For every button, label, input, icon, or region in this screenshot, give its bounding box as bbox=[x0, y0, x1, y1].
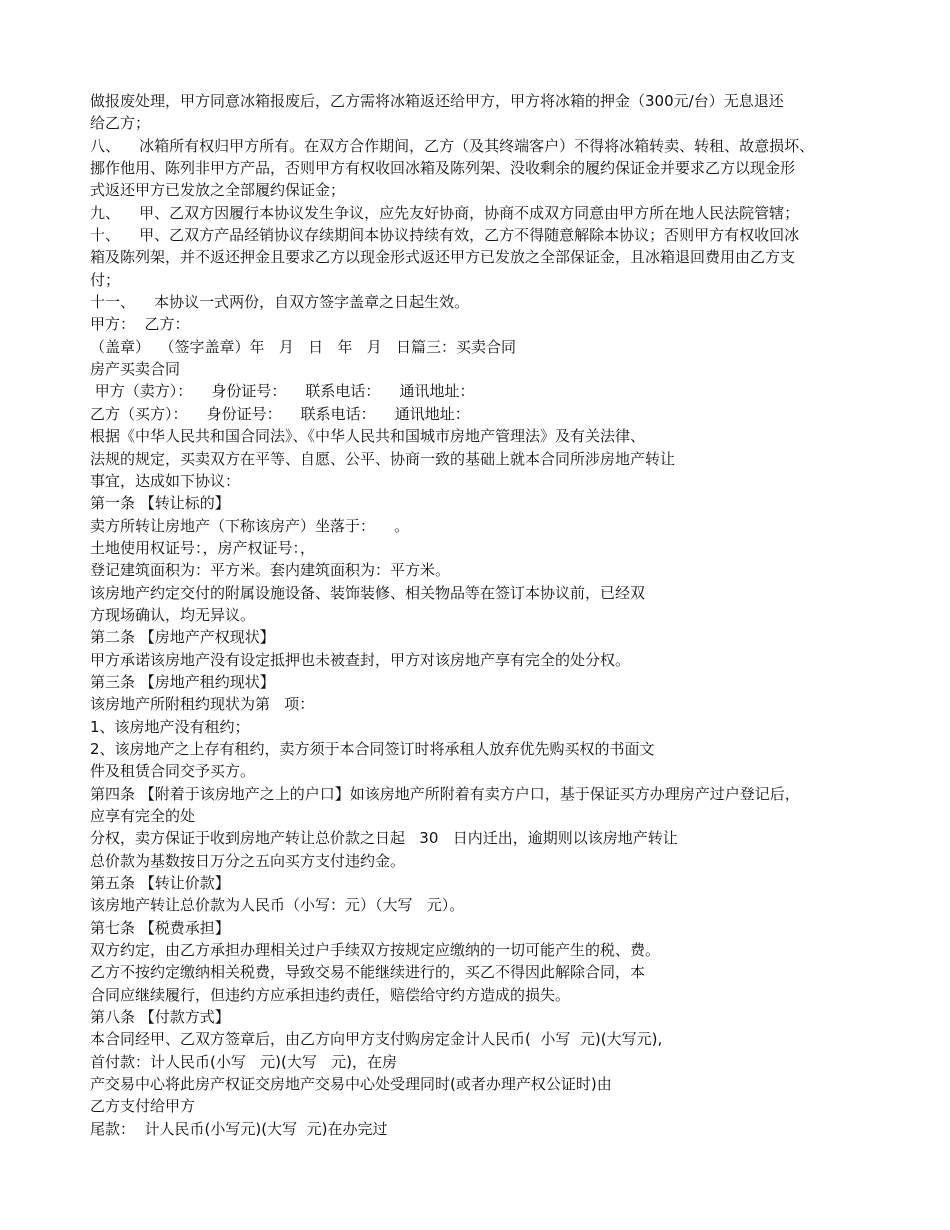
document-line: 应享有完全的处 bbox=[90, 807, 196, 825]
document-line: 乙方不按约定缴纳相关税费，导致交易不能继续进行的，买乙不得因此解除合同，本 bbox=[90, 963, 646, 982]
document-body bbox=[90, 90, 880, 1140]
document-line: 房产买卖合同 bbox=[90, 360, 181, 379]
document-line: 合同应继续履行，但违约方应承担违约责任，赔偿给守约方造成的损失。 bbox=[90, 985, 571, 1004]
document-line: 产交易中心将此房产权证交房地产交易中心处受理同时(或者办理产权公证时)由 bbox=[90, 1075, 612, 1094]
document-line: 2、该房地产之上存有租约，卖方须于本合同签订时将承租人放弃优先购买权的书面文 bbox=[90, 739, 655, 758]
document-line: 付； bbox=[90, 270, 121, 289]
document-line: 甲方（卖方）： 身份证号： 联系电话： 通讯地址： bbox=[90, 382, 475, 401]
document-line: 该房地产所附租约现状为第 项： bbox=[90, 695, 315, 714]
document-line: 乙方（买方）： 身份证号： 联系电话： 通讯地址： bbox=[90, 404, 470, 423]
document-line: 给乙方； bbox=[90, 114, 151, 133]
document-line: 总价款为基数按日万分之五向买方支付违约金。 bbox=[90, 851, 406, 870]
document-line: 双方约定，由乙方承担办理相关过户手续双方按规定应缴纳的一切可能产生的税、费。 bbox=[90, 941, 661, 960]
document-line: 甲方承诺该房地产没有设定抵押也未被查封，甲方对该房地产享有完全的处分权。 bbox=[90, 650, 631, 669]
document-line: 九、 甲、乙双方因履行本协议发生争议，应先友好协商，协商不成双方同意由甲方所在地人民法院管辖； bbox=[90, 203, 800, 222]
document-line: 挪作他用、陈列非甲方产品，否则甲方有权收回冰箱及陈列架、没收剩余的履约保证金并要求乙方以现金形 bbox=[90, 159, 796, 178]
document-line: 第八条 【付款方式】 bbox=[90, 1008, 230, 1027]
document-line: 法规的规定，买卖双方在平等、自愿、公平、协商一致的基础上就本合同所涉房地产转让 bbox=[90, 449, 676, 468]
document-line: 第七条 【税费承担】 bbox=[90, 918, 230, 937]
document-line: （盖章） （签字盖章）年 月 日 年 月 日篇三：买卖合同 bbox=[90, 337, 517, 356]
document-line: 乙方支付给甲方 bbox=[90, 1097, 196, 1116]
document-line: 尾款： 计人民币(小写元)(大写 元)在办完过 bbox=[90, 1119, 388, 1138]
document-line: 卖方所转让房地产（下称该房产）坐落于： 。 bbox=[90, 516, 410, 535]
document-line: 该房地产约定交付的附属设施设备、装饰装修、相关物品等在签订本协议前，已经双 bbox=[90, 583, 646, 602]
document-line: 第四条 【附着于该房地产之上的户口】如该房地产所附着有卖方户口，基于保证买方办理房产过户登记后， bbox=[90, 784, 800, 803]
document-line: 十一、 本协议一式两份，自双方签字盖章之日起生效。 bbox=[90, 293, 470, 312]
document-line: 1、该房地产没有租约； bbox=[90, 717, 250, 736]
document-line: 第三条 【房地产租约现状】 bbox=[90, 672, 275, 691]
document-line: 根据《中华人民共和国合同法》、《中华人民共和国城市房地产管理法》及有关法律、 bbox=[90, 427, 646, 446]
document-line: 八、 冰箱所有权归甲方所有。在双方合作期间，乙方（及其终端客户）不得将冰箱转卖、转租、故意损坏、 bbox=[90, 136, 815, 155]
document-line: 第一条 【转让标的】 bbox=[90, 494, 230, 513]
document-line: 甲方： 乙方： bbox=[90, 315, 190, 334]
document-line: 件及租赁合同交予买方。 bbox=[90, 762, 256, 781]
document-line: 式返还甲方已发放之全部履约保证金； bbox=[90, 181, 346, 200]
document-line: 土地使用权证号：，房产权证号：， bbox=[90, 538, 316, 557]
document-line: 本合同经甲、乙双方签章后，由乙方向甲方支付购房定金计人民币( 小写 元)(大写元), bbox=[90, 1030, 663, 1049]
document-line: 首付款：计人民币(小写 元)(大写 元)，在房 bbox=[90, 1052, 398, 1071]
document-line: 分权，卖方保证于收到房地产转让总价款之日起 30 日内迁出，逾期则以该房地产转让 bbox=[90, 829, 678, 848]
document-line: 十、 甲、乙双方产品经销协议存续期间本协议持续有效，乙方不得随意解除本协议；否则甲方有权收回冰 bbox=[90, 226, 800, 245]
document-line: 方现场确认，均无异议。 bbox=[90, 605, 256, 624]
document-line: 该房地产转让总价款为人民币（小写：元）（大写 元）。 bbox=[90, 896, 465, 915]
document-line: 事宜，达成如下协议： bbox=[90, 471, 241, 490]
document-line: 第五条 【转让价款】 bbox=[90, 874, 230, 893]
document-line: 箱及陈列架，并不返还押金且要求乙方以现金形式返还甲方已发放之全部保证金，且冰箱退回费用由乙方支 bbox=[90, 248, 796, 267]
document-line: 登记建筑面积为：平方米。套内建筑面积为：平方米。 bbox=[90, 561, 451, 580]
document-line: 第二条 【房地产产权现状】 bbox=[90, 628, 275, 647]
document-line: 做报废处理，甲方同意冰箱报废后，乙方需将冰箱返还给甲方，甲方将冰箱的押金（300元/台）无息退还 bbox=[90, 92, 784, 110]
